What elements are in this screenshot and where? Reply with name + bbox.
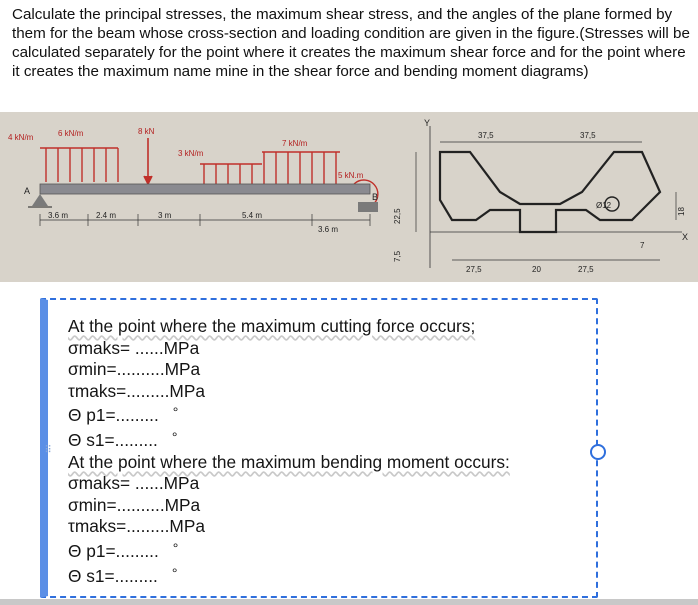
shear-sigma-max[interactable]: σmaks= ......MPa bbox=[68, 337, 200, 358]
hole-label: Ø12 bbox=[596, 201, 612, 210]
load-label-1: 4 kN/m bbox=[8, 133, 34, 142]
resize-handle-icon[interactable] bbox=[590, 444, 606, 460]
moment-heading: At the point where the maximum bending moment occurs: bbox=[68, 451, 510, 472]
shear-theta-p1-text: Θ p1=......... bbox=[68, 405, 159, 426]
dim-right-1: 18 bbox=[677, 207, 686, 216]
degree-mark: ° bbox=[171, 564, 178, 581]
axis-x-label: X bbox=[682, 232, 689, 242]
moment-theta-p1[interactable] bbox=[68, 538, 598, 563]
degree-mark: ° bbox=[171, 428, 178, 445]
shear-theta-s1[interactable] bbox=[68, 427, 598, 452]
moment-theta-p1-text: Θ p1=......... bbox=[68, 540, 159, 561]
moment-theta-s1[interactable] bbox=[68, 563, 598, 588]
moment-sigma-max[interactable]: σmaks= ......MPa bbox=[68, 473, 200, 494]
beam-section-figure bbox=[0, 112, 698, 282]
axis-y-label: Y bbox=[424, 118, 431, 128]
dim-right-2: 7 bbox=[640, 241, 645, 250]
dim-left-2: 22,5 bbox=[393, 208, 402, 224]
dim-bottom-1: 27,5 bbox=[466, 265, 482, 274]
support-b bbox=[358, 202, 378, 212]
span-2: 2.4 m bbox=[96, 211, 117, 220]
load-label-5: 7 kN/m bbox=[282, 139, 308, 148]
dim-bottom-2: 20 bbox=[532, 265, 541, 274]
support-b-label: B bbox=[372, 192, 379, 202]
moment-sigma-min[interactable]: σmin=..........MPa bbox=[68, 494, 201, 515]
question-text: Calculate the principal stresses, the maximum shear stress, and the angles of the plane formed by them for the beam whose cross-section and loading condition are given in the figure.(Stresses will be calculated separately for the point where it creates the maximum shear force and for the point where it creates the maximum name mine in the shear force and bending moment diagrams) bbox=[12, 6, 690, 80]
problem-figure bbox=[0, 112, 698, 282]
moment-tau-max[interactable]: τmaks=.........MPa bbox=[68, 516, 205, 537]
shear-tau-max[interactable]: τmaks=.........MPa bbox=[68, 380, 205, 401]
span-3: 3 m bbox=[158, 211, 172, 220]
answer-box[interactable] bbox=[40, 298, 598, 598]
dim-top-1: 37,5 bbox=[478, 131, 494, 140]
moment-theta-s1-text: Θ s1=......... bbox=[68, 565, 158, 586]
degree-mark: ° bbox=[172, 539, 179, 556]
drag-handle-icon[interactable]: ⠿ bbox=[44, 445, 52, 456]
span-5: 3.6 m bbox=[318, 225, 339, 234]
shear-heading: At the point where the maximum cutting force occurs; bbox=[68, 316, 476, 336]
degree-mark: ° bbox=[172, 404, 179, 421]
horizontal-scrollbar[interactable] bbox=[0, 599, 698, 605]
dim-top-2: 37,5 bbox=[580, 131, 596, 140]
support-a-label: A bbox=[24, 186, 31, 196]
dim-bottom-3: 27,5 bbox=[578, 265, 594, 274]
load-label-4: 3 kN/m bbox=[178, 149, 204, 158]
load-label-2: 6 kN/m bbox=[58, 129, 84, 138]
span-1: 3.6 m bbox=[48, 211, 69, 220]
shear-sigma-min[interactable]: σmin=..........MPa bbox=[68, 359, 201, 380]
beam-body bbox=[40, 184, 370, 194]
shear-theta-s1-text: Θ s1=......... bbox=[68, 429, 158, 450]
shear-theta-p1[interactable] bbox=[68, 402, 598, 427]
answer-content[interactable] bbox=[68, 316, 598, 587]
load-label-3: 8 kN bbox=[138, 127, 155, 136]
span-4: 5.4 m bbox=[242, 211, 263, 220]
load-label-6: 5 kN.m bbox=[338, 171, 364, 180]
dim-left-1: 7,5 bbox=[393, 250, 402, 262]
